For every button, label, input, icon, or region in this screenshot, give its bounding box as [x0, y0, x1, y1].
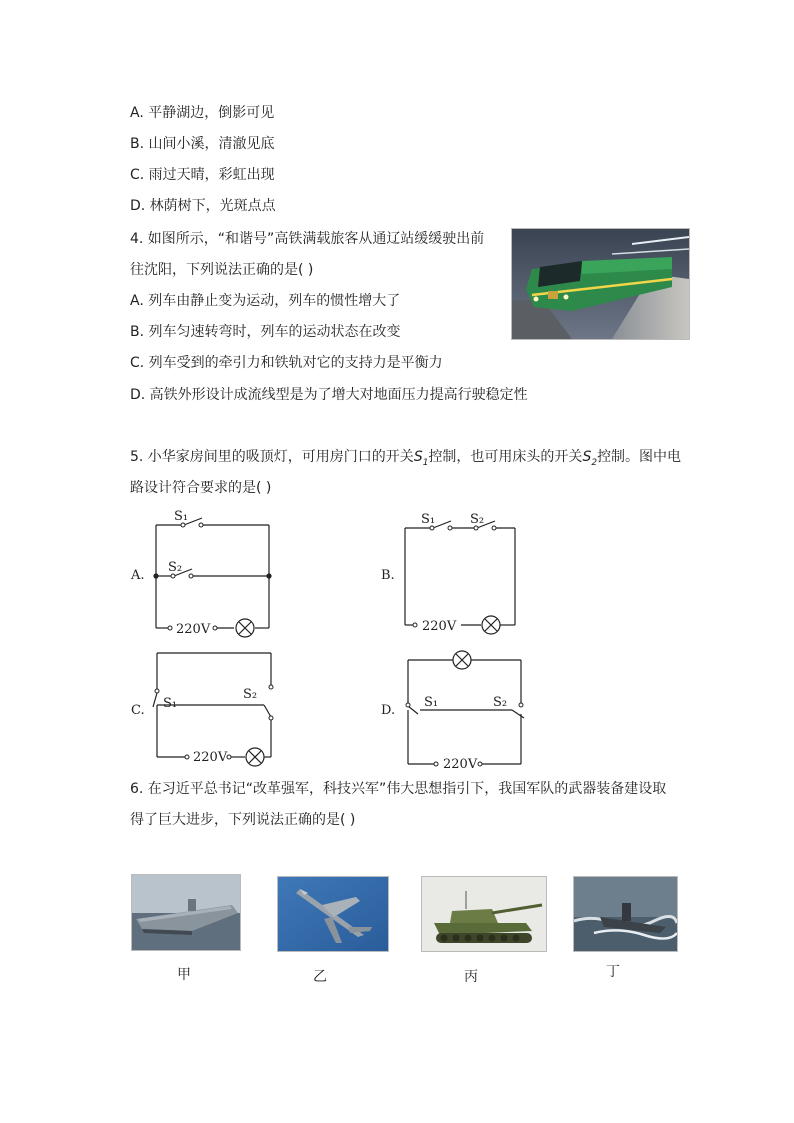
q6-stem-line2: 得了巨大进步，下列说法正确的是( ) — [130, 812, 356, 828]
tank-photo — [421, 876, 547, 952]
caption-yi: 乙 — [313, 969, 327, 985]
q4-option-b: B. 列车匀速转弯时，列车的运动状态在改变 — [130, 324, 401, 340]
circuit-b-diagram — [395, 505, 525, 635]
circuit-c-s2: S₂ — [243, 687, 258, 702]
q5-s2-letter: S — [582, 449, 592, 465]
circuit-b-label: B. — [381, 568, 395, 583]
circuit-c-source: 220V — [193, 750, 228, 765]
q3-option-d: D. 林荫树下，光斑点点 — [130, 198, 276, 214]
circuit-b-s1: S₁ — [421, 512, 436, 527]
circuit-a-diagram — [140, 500, 290, 645]
jet-photo — [277, 876, 389, 952]
q5-stem-line2: 路设计符合要求的是( ) — [130, 480, 272, 496]
q4-option-c: C. 列车受到的牵引力和铁轨对它的支持力是平衡力 — [130, 355, 443, 371]
q5-stem-text-c: 控制。图中电 — [597, 449, 682, 465]
caption-bing: 丙 — [464, 969, 478, 985]
caption-ding: 丁 — [606, 964, 620, 980]
q5-stem-line1 — [130, 448, 681, 472]
train-photo — [511, 228, 690, 340]
q5-switch-s2 — [582, 449, 598, 468]
circuit-b-source: 220V — [422, 619, 457, 634]
q3-option-c: C. 雨过天晴，彩虹出现 — [130, 167, 275, 183]
circuit-c-label: C. — [131, 703, 145, 718]
circuit-b-s2: S₂ — [470, 512, 485, 527]
q5-s1-sub: 1 — [422, 457, 429, 468]
circuit-a-s2: S₂ — [168, 560, 183, 575]
circuit-c-s1: S₁ — [163, 696, 178, 711]
q5-s2-sub: 2 — [591, 457, 598, 468]
q3-option-a: A. 平静湖边，倒影可见 — [130, 105, 275, 121]
circuit-d-diagram — [398, 648, 533, 773]
q4-option-d: D. 高铁外形设计成流线型是为了增大对地面压力提高行驶稳定性 — [130, 387, 528, 403]
caption-jia: 甲 — [177, 967, 191, 983]
q4-option-a: A. 列车由静止变为运动，列车的惯性增大了 — [130, 293, 401, 309]
circuit-a-label: A. — [131, 568, 145, 583]
q5-stem-text-b: 控制，也可用床头的开关 — [428, 449, 583, 465]
circuit-d-source: 220V — [443, 757, 478, 772]
q5-stem-text-a: 5. 小华家房间里的吸顶灯，可用房门口的开关 — [130, 449, 414, 465]
circuit-c-diagram — [145, 645, 285, 770]
q4-stem-line1: 4. 如图所示，“和谐号”高铁满载旅客从通辽站缓缓驶出前 — [130, 231, 485, 247]
q3-option-b: B. 山间小溪，清澈见底 — [130, 136, 275, 152]
q5-s1-letter: S — [413, 449, 423, 465]
q6-stem-line1: 6. 在习近平总书记“改革强军，科技兴军”伟大思想指引下，我国军队的武器装备建设取 — [130, 781, 667, 797]
circuit-a-s1: S₁ — [174, 509, 189, 524]
q5-switch-s1 — [413, 449, 429, 468]
circuit-d-s2: S₂ — [493, 695, 508, 710]
circuit-d-label: D. — [381, 703, 396, 718]
submarine-photo — [573, 876, 678, 952]
q4-stem-line2: 往沈阳，下列说法正确的是( ) — [130, 262, 314, 278]
circuit-d-s1: S₁ — [424, 695, 439, 710]
circuit-a-source: 220V — [176, 622, 211, 637]
carrier-photo — [131, 874, 241, 951]
